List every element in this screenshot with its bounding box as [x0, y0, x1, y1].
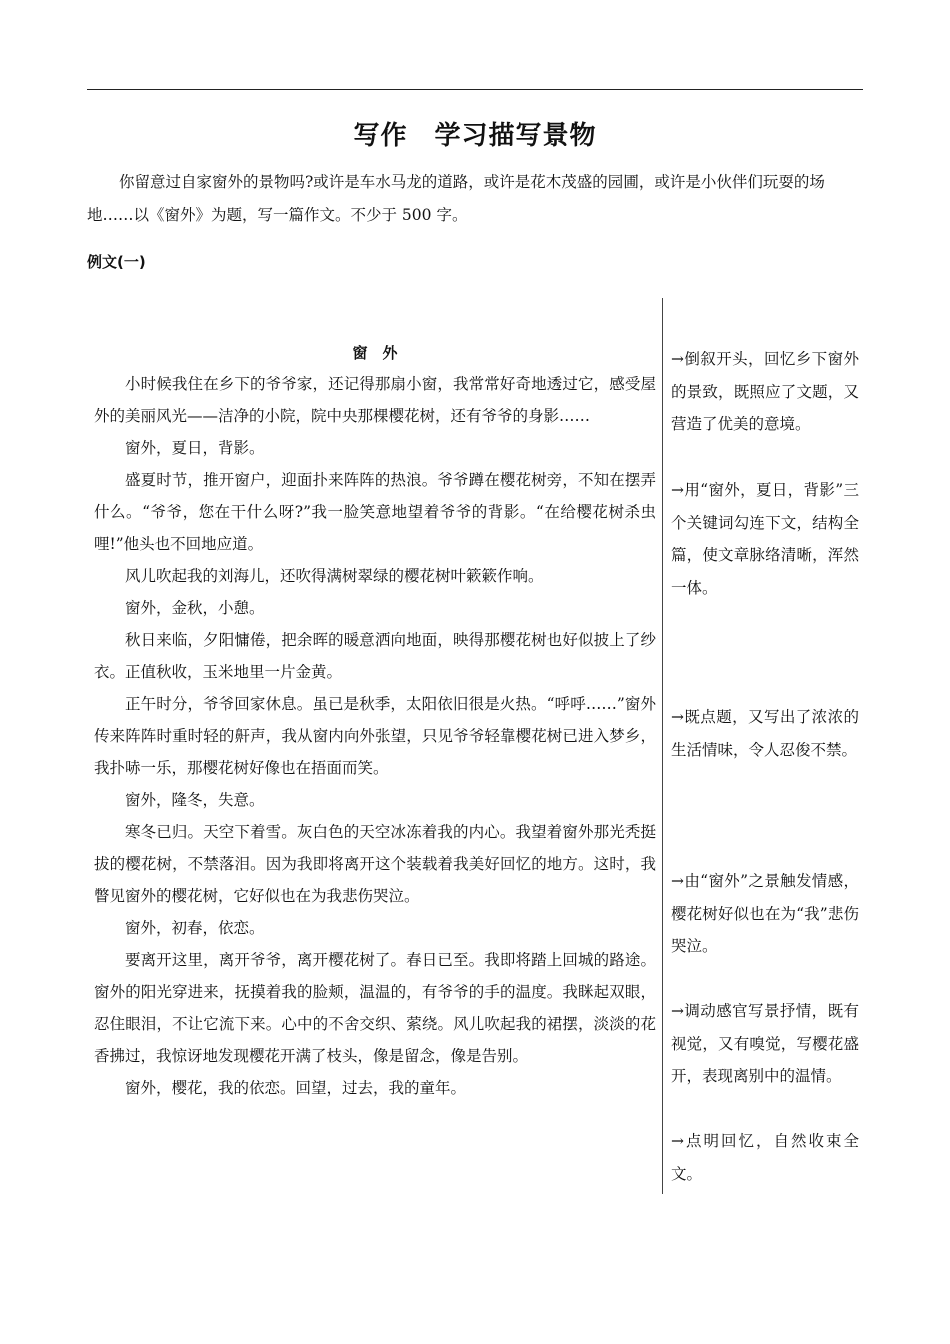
essay-paragraph: 盛夏时节，推开窗户，迎面扑来阵阵的热浪。爷爷蹲在樱花树旁，不知在摆弄什么。“爷爷，您在干什么呀?”我一脸笑意地望着爷爷的背影。“在给樱花树杀虫哩!”他头也不回地应道。	[94, 471, 656, 553]
margin-note: →用“窗外，夏日，背影”三个关键词勾连下文，结构全篇，使文章脉络清晰，浑然一体。	[671, 481, 859, 597]
essay-paragraph: 窗外，夏日，背影。	[125, 439, 265, 457]
essay-paragraph: 寒冬已归。天空下着雪。灰白色的天空冰冻着我的内心。我望着窗外那光秃挺拔的樱花树，不禁落泪。因为我即将离开这个装载着我美好回忆的地方。这时，我瞥见窗外的樱花树，它好似也在为我悲伤哭泣。	[94, 823, 656, 905]
writing-prompt: 你留意过自家窗外的景物吗?或许是车水马龙的道路，或许是花木茂盛的园圃，或许是小伙伴们玩耍的场地……以《窗外》为题，写一篇作文。不少于 500 字。	[87, 173, 825, 224]
header-rule	[87, 89, 863, 90]
essay-title: 窗 外	[352, 344, 398, 362]
essay-paragraph: 窗外，初春，依恋。	[125, 919, 265, 937]
essay-paragraph: 窗外，樱花，我的依恋。回望，过去，我的童年。	[125, 1079, 467, 1097]
essay-paragraph: 窗外，金秋，小憩。	[125, 599, 265, 617]
margin-note: →倒叙开头，回忆乡下窗外的景致，既照应了文题，又营造了优美的意境。	[671, 350, 859, 433]
essay-paragraph: 小时候我住在乡下的爷爷家，还记得那扇小窗，我常常好奇地透过它，感受屋外的美丽风光——洁净的小院，院中央那棵樱花树，还有爷爷的身影……	[94, 375, 656, 425]
essay-paragraph: 风儿吹起我的刘海儿，还吹得满树翠绿的樱花树叶簌簌作响。	[125, 567, 544, 585]
essay-paragraph: 秋日来临，夕阳慵倦，把余晖的暖意洒向地面，映得那樱花树也好似披上了纱衣。正值秋收，玉米地里一片金黄。	[94, 631, 656, 681]
margin-note: →点明回忆，自然收束全文。	[671, 1132, 859, 1183]
essay-body	[94, 338, 656, 1104]
column-divider	[662, 298, 663, 1194]
essay-paragraph: 正午时分，爷爷回家休息。虽已是秋季，太阳依旧很是火热。“呼呼……”窗外传来阵阵时重时轻的鼾声，我从窗内向外张望，只见爷爷轻靠樱花树已进入梦乡，我扑哧一乐，那樱花树好像也在捂面而笑。	[94, 695, 656, 777]
essay-paragraph: 要离开这里，离开爷爷，离开樱花树了。春日已至。我即将踏上回城的路途。窗外的阳光穿进来，抚摸着我的脸颊，温温的，有爷爷的手的温度。我眯起双眼，忍住眼泪，不让它流下来。心中的不舍交织、萦绕。风儿吹起我的裙摆，淡淡的花香拂过，我惊讶地发现樱花开满了枝头，像是留念，像是告别。	[94, 951, 656, 1065]
margin-note: →既点题，又写出了浓浓的生活情味，令人忍俊不禁。	[671, 708, 859, 759]
page-title: 写作 学习描写景物	[353, 121, 597, 151]
margin-note: →由“窗外”之景触发情感，樱花树好似也在为“我”悲伤哭泣。	[671, 872, 859, 955]
margin-note: →调动感官写景抒情，既有视觉，又有嗅觉，写樱花盛开，表现离别中的温情。	[671, 1002, 859, 1085]
essay-paragraph: 窗外，隆冬，失意。	[125, 791, 265, 809]
example-label: 例文(一)	[87, 253, 146, 271]
